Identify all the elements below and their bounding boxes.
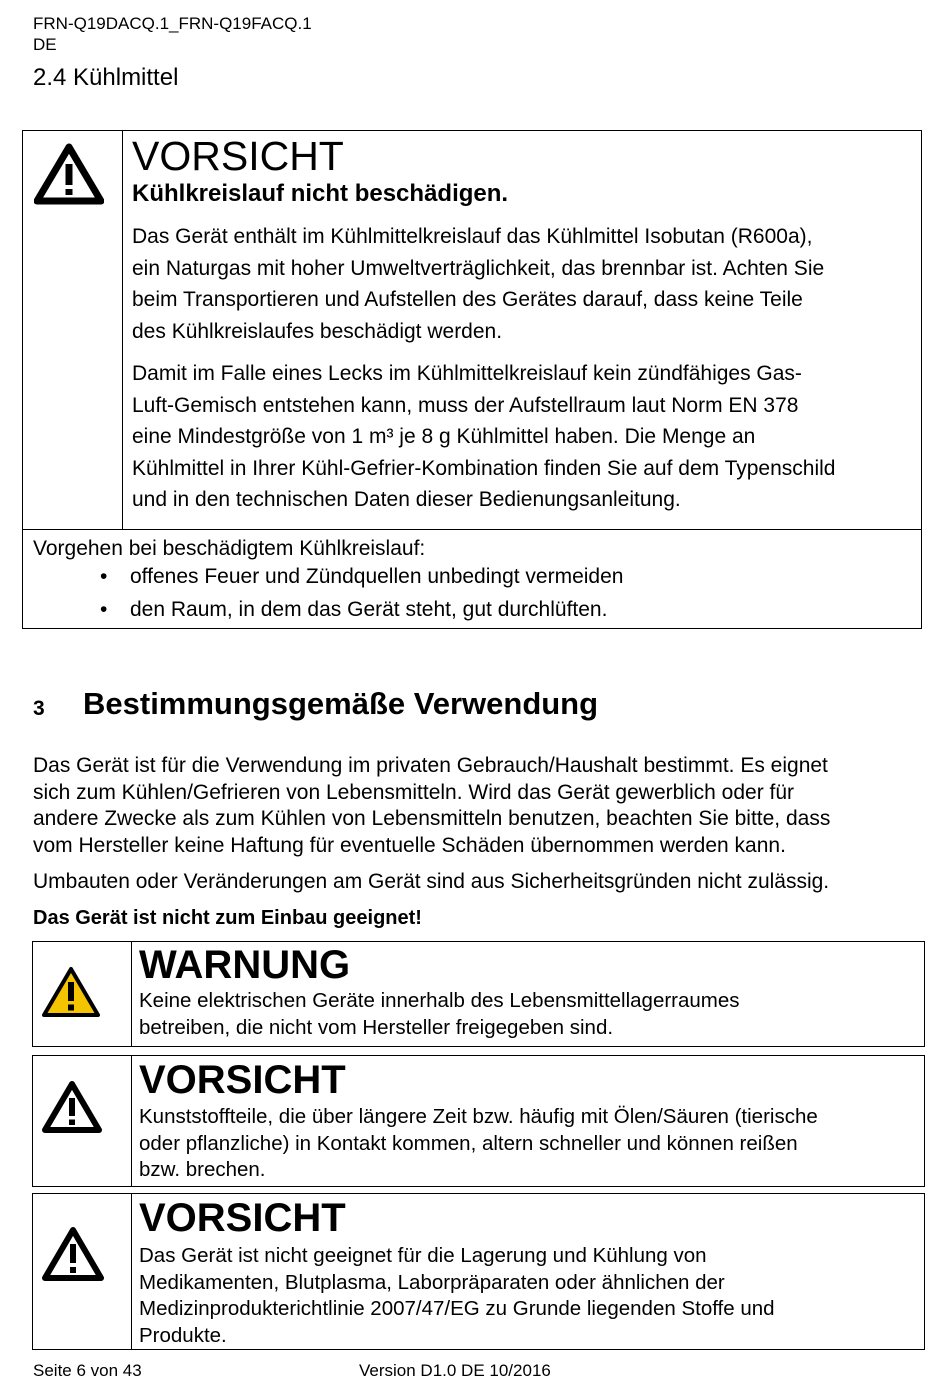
caution-text bbox=[139, 1104, 919, 1184]
text-line: Luft-Gemisch entstehen kann, muss der Aufstellraum laut Norm EN 378 bbox=[132, 393, 799, 417]
text-line: oder pflanzliche) in Kontakt kommen, altern schneller und können reißen bbox=[139, 1131, 798, 1155]
warning-triangle-icon bbox=[34, 143, 104, 205]
bullet-item: den Raum, in dem das Gerät steht, gut durchlüften. bbox=[130, 598, 608, 621]
caution-subtitle: Kühlkreislauf nicht beschädigen. bbox=[132, 180, 509, 207]
text-line: ein Naturgas mit hoher Umweltverträglichkeit, das brennbar ist. Achten Sie bbox=[132, 256, 825, 280]
caution-signal-word: VORSICHT bbox=[139, 1196, 346, 1240]
document-language: DE bbox=[33, 35, 57, 54]
bullet-dot: • bbox=[100, 565, 108, 588]
warning-triangle-yellow-icon bbox=[41, 965, 101, 1019]
text-line: andere Zwecke als zum Kühlen von Lebensmitteln benutzen, beachten Sie bitte, dass bbox=[33, 807, 831, 830]
text-line: Das Gerät ist für die Verwendung im privaten Gebrauch/Haushalt bestimmt. Es eignet bbox=[33, 754, 828, 777]
text-line: sich zum Kühlen/Gefrieren von Lebensmitteln. Wird das Gerät gewerblich oder für bbox=[33, 780, 795, 804]
warning-text bbox=[139, 988, 919, 1041]
document-model: FRN-Q19DACQ.1_FRN-Q19FACQ.1 bbox=[33, 14, 312, 33]
section-number: 3 bbox=[33, 697, 45, 720]
intended-use-paragraph bbox=[33, 753, 933, 859]
text-line: des Kühlkreislaufes beschädigt werden. bbox=[132, 319, 503, 343]
warning-triangle-icon bbox=[42, 1080, 102, 1134]
text-line: Produkte. bbox=[139, 1323, 227, 1347]
section-heading-refrigerant: 2.4 Kühlmittel bbox=[33, 64, 179, 91]
document-version: Version D1.0 DE 10/2016 bbox=[359, 1361, 551, 1380]
text-line: und in den technischen Daten dieser Bedienungsanleitung. bbox=[132, 488, 681, 511]
text-line: Medikamenten, Blutplasma, Laborpräparaten oder ähnlichen der bbox=[139, 1270, 725, 1294]
section-title: Bestimmungsgemäße Verwendung bbox=[83, 686, 599, 721]
text-line: Kunststoffteile, die über längere Zeit bzw. häufig mit Ölen/Säuren (tierische bbox=[139, 1105, 818, 1128]
text-line: betreiben, die nicht vom Hersteller freigegeben sind. bbox=[139, 1015, 614, 1039]
not-for-builtin-notice: Das Gerät ist nicht zum Einbau geeignet! bbox=[33, 907, 422, 929]
caution-signal-word: VORSICHT bbox=[132, 133, 344, 179]
warning-signal-word: WARNUNG bbox=[139, 943, 351, 987]
text-line: beim Transportieren und Aufstellen des Gerätes darauf, dass keine Teile bbox=[132, 288, 803, 311]
page-number: Seite 6 von 43 bbox=[33, 1361, 142, 1380]
caution-paragraph-1 bbox=[132, 221, 917, 347]
text-line: Medizinprodukterichtlinie 2007/47/EG zu Grunde liegenden Stoffe und bbox=[139, 1297, 775, 1320]
bullet-dot: • bbox=[100, 598, 108, 621]
caution-text bbox=[139, 1243, 919, 1349]
bullet-item: offenes Feuer und Zündquellen unbedingt vermeiden bbox=[130, 565, 624, 588]
text-line: bzw. brechen. bbox=[139, 1158, 266, 1181]
caution-signal-word: VORSICHT bbox=[139, 1058, 346, 1102]
caution-paragraph-2 bbox=[132, 358, 917, 516]
text-line: Das Gerät enthält im Kühlmittelkreislauf das Kühlmittel Isobutan (R600a), bbox=[132, 225, 813, 248]
procedure-title: Vorgehen bei beschädigtem Kühlkreislauf: bbox=[33, 537, 426, 560]
text-line: vom Hersteller keine Haftung für eventuelle Schäden übernommen werden kann. bbox=[33, 833, 786, 857]
text-line: Das Gerät ist nicht geeignet für die Lagerung und Kühlung von bbox=[139, 1244, 707, 1267]
modification-notice: Umbauten oder Veränderungen am Gerät sind aus Sicherheitsgründen nicht zulässig. bbox=[33, 870, 830, 893]
text-line: Keine elektrischen Geräte innerhalb des Lebensmittellagerraumes bbox=[139, 989, 740, 1012]
text-line: Damit im Falle eines Lecks im Kühlmittelkreislauf kein zündfähiges Gas- bbox=[132, 362, 802, 385]
text-line: eine Mindestgröße von 1 m³ je 8 g Kühlmittel haben. Die Menge an bbox=[132, 425, 756, 448]
text-line: Kühlmittel in Ihrer Kühl-Gefrier-Kombination finden Sie auf dem Typenschild bbox=[132, 456, 836, 480]
warning-triangle-icon bbox=[42, 1226, 104, 1282]
